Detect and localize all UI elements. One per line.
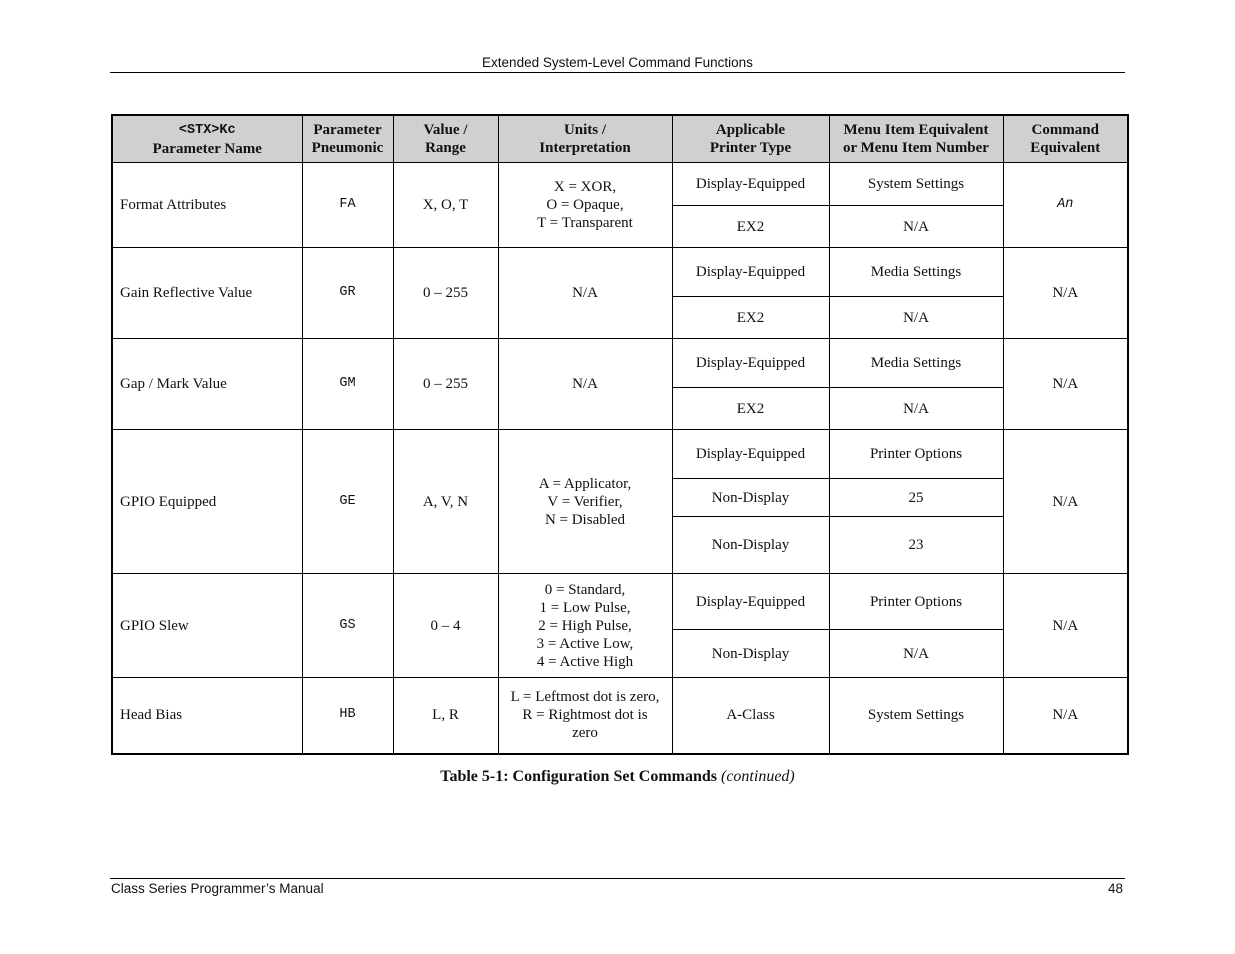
header-rule <box>110 72 1125 73</box>
menu-item-cell: System Settings <box>829 678 1003 754</box>
menu-item-cell: N/A <box>829 630 1003 678</box>
printer-type-cell: Non-Display <box>672 479 829 517</box>
printer-type-cell: EX2 <box>672 388 829 430</box>
command-cell: N/A <box>1003 678 1128 754</box>
menu-item-cell: Media Settings <box>829 339 1003 388</box>
printer-type-cell: EX2 <box>672 297 829 339</box>
pneumonic-cell: GE <box>302 430 393 574</box>
command-cell: An <box>1003 163 1128 248</box>
printer-type-cell: Display-Equipped <box>672 430 829 479</box>
parameter-name-cell: Gain Reflective Value <box>112 248 302 339</box>
parameter-name-cell: Head Bias <box>112 678 302 754</box>
units-cell: N/A <box>498 248 672 339</box>
column-header-units: Units / Interpretation <box>498 115 672 163</box>
column-header-printer-type: Applicable Printer Type <box>672 115 829 163</box>
value-range-cell: 0 – 255 <box>393 339 498 430</box>
table-row <box>112 248 1128 297</box>
pneumonic-cell: GR <box>302 248 393 339</box>
command-cell: N/A <box>1003 248 1128 339</box>
menu-item-cell: Printer Options <box>829 430 1003 479</box>
column-header-menu-item: Menu Item Equivalent or Menu Item Number <box>829 115 1003 163</box>
parameter-name-cell: Format Attributes <box>112 163 302 248</box>
command-cell: N/A <box>1003 430 1128 574</box>
printer-type-cell: A-Class <box>672 678 829 754</box>
table-row <box>112 678 1128 754</box>
table-header-row <box>112 115 1128 163</box>
value-range-cell: 0 – 255 <box>393 248 498 339</box>
parameter-name-cell: GPIO Equipped <box>112 430 302 574</box>
pneumonic-cell: HB <box>302 678 393 754</box>
table-row <box>112 430 1128 479</box>
parameter-name-label: Parameter Name <box>152 141 262 157</box>
printer-type-cell: Non-Display <box>672 517 829 574</box>
units-cell: A = Applicator, V = Verifier, N = Disabled <box>498 430 672 574</box>
printer-type-cell: Display-Equipped <box>672 339 829 388</box>
menu-item-cell: N/A <box>829 388 1003 430</box>
units-cell: 0 = Standard, 1 = Low Pulse, 2 = High Pulse, 3 = Active Low, 4 = Active High <box>498 574 672 678</box>
command-cell: N/A <box>1003 339 1128 430</box>
running-header: Extended System-Level Command Functions <box>482 55 753 70</box>
menu-item-cell: Media Settings <box>829 248 1003 297</box>
printer-type-cell: Display-Equipped <box>672 574 829 630</box>
printer-type-cell: Display-Equipped <box>672 248 829 297</box>
units-cell: X = XOR, O = Opaque, T = Transparent <box>498 163 672 248</box>
parameter-name-cell: GPIO Slew <box>112 574 302 678</box>
table-caption <box>0 768 1235 786</box>
menu-item-cell: Printer Options <box>829 574 1003 630</box>
caption-note: (continued) <box>721 768 795 785</box>
printer-type-cell: EX2 <box>672 206 829 248</box>
table-row <box>112 339 1128 388</box>
menu-item-cell: 23 <box>829 517 1003 574</box>
units-cell: N/A <box>498 339 672 430</box>
table-row <box>112 574 1128 630</box>
pneumonic-cell: FA <box>302 163 393 248</box>
parameter-name-cell: Gap / Mark Value <box>112 339 302 430</box>
column-header-pneumonic: Parameter Pneumonic <box>302 115 393 163</box>
caption-label: Table 5-1: Configuration Set Commands <box>440 768 717 785</box>
value-range-cell: 0 – 4 <box>393 574 498 678</box>
pneumonic-cell: GM <box>302 339 393 430</box>
value-range-cell: X, O, T <box>393 163 498 248</box>
printer-type-cell: Display-Equipped <box>672 163 829 206</box>
page-number: 48 <box>1107 881 1123 896</box>
command-cell: N/A <box>1003 574 1128 678</box>
menu-item-cell: N/A <box>829 297 1003 339</box>
column-header-command: Command Equivalent <box>1003 115 1128 163</box>
manual-title: Class Series Programmer’s Manual <box>111 881 324 896</box>
configuration-set-commands-table <box>111 114 1129 755</box>
value-range-cell: L, R <box>393 678 498 754</box>
menu-item-cell: System Settings <box>829 163 1003 206</box>
footer-rule <box>110 878 1125 879</box>
value-range-cell: A, V, N <box>393 430 498 574</box>
menu-item-cell: 25 <box>829 479 1003 517</box>
pneumonic-cell: GS <box>302 574 393 678</box>
column-header-value-range: Value / Range <box>393 115 498 163</box>
table-row <box>112 163 1128 206</box>
column-header-parameter-name <box>112 115 302 163</box>
units-cell: L = Leftmost dot is zero, R = Rightmost dot is zero <box>498 678 672 754</box>
menu-item-cell: N/A <box>829 206 1003 248</box>
printer-type-cell: Non-Display <box>672 630 829 678</box>
stx-code-label: <STX>Kc <box>178 123 236 138</box>
